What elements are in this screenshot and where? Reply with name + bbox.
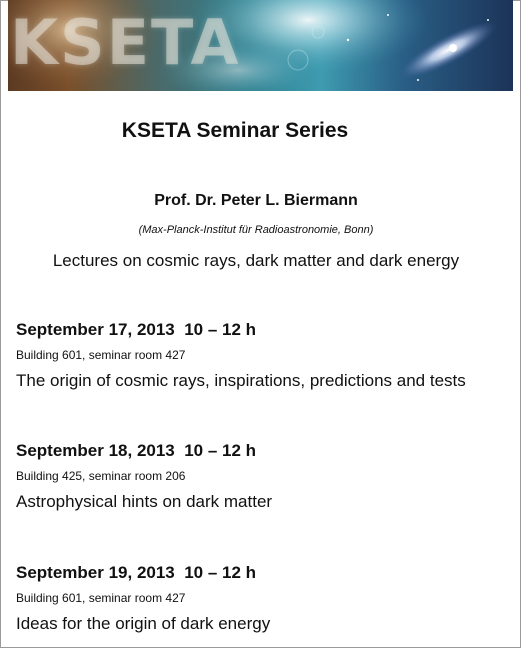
talk-date: September 18, 2013 10 – 12 h xyxy=(16,441,257,460)
kseta-logo: KSETA xyxy=(10,6,241,79)
talk-title: Astrophysical hints on dark matter xyxy=(16,492,273,511)
talk-location: Building 601, seminar room 427 xyxy=(16,591,186,605)
talk-entry xyxy=(16,563,270,634)
series-title: KSETA Seminar Series xyxy=(121,119,349,142)
speaker-name: Prof. Dr. Peter L. Biermann xyxy=(154,192,358,209)
talk-location: Building 601, seminar room 427 xyxy=(16,348,186,362)
lecture-subtitle: Lectures on cosmic rays, dark matter and dark energy xyxy=(52,251,460,270)
kseta-banner xyxy=(8,0,513,91)
speaker-affiliation: (Max-Planck-Institut für Radioastronomie, Bonn) xyxy=(138,224,374,236)
talk-location: Building 425, seminar room 206 xyxy=(16,469,186,483)
talk-date: September 19, 2013 10 – 12 h xyxy=(16,563,257,582)
talk-entry xyxy=(16,320,466,391)
talk-entry xyxy=(16,441,272,512)
talk-title: The origin of cosmic rays, inspirations, predictions and tests xyxy=(16,371,466,390)
talk-date: September 17, 2013 10 – 12 h xyxy=(16,320,257,339)
talk-title: Ideas for the origin of dark energy xyxy=(16,614,271,633)
